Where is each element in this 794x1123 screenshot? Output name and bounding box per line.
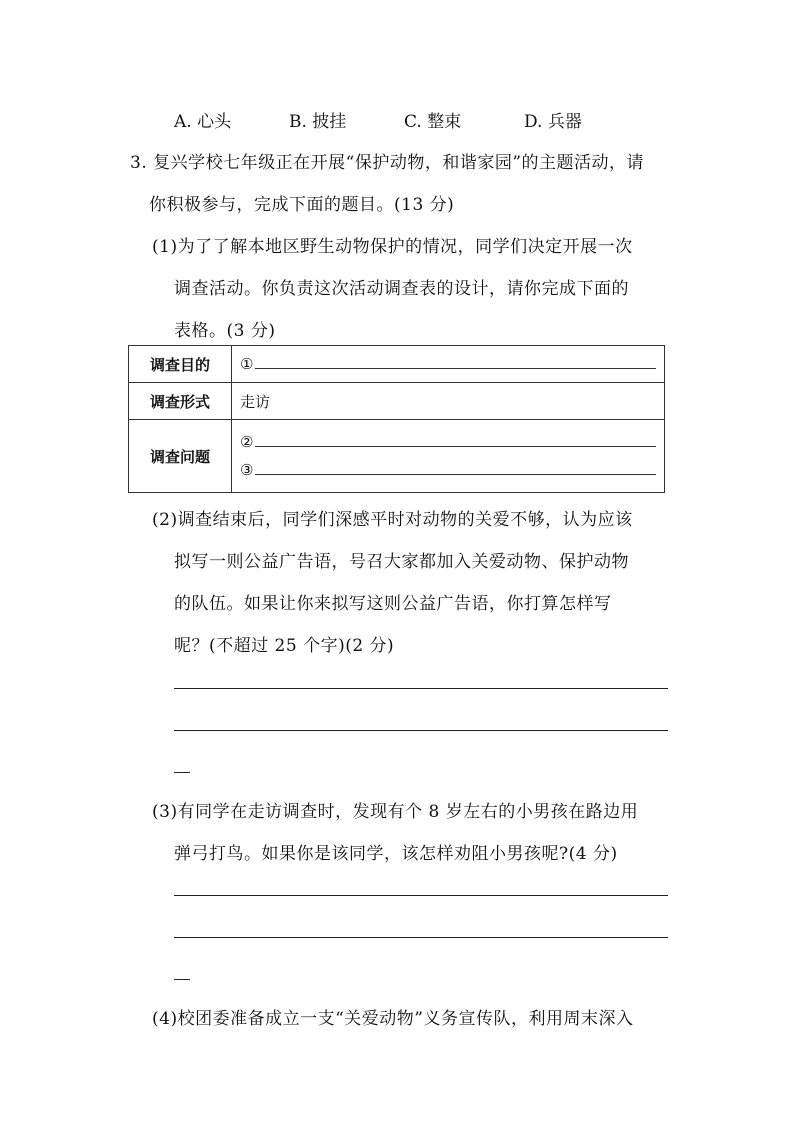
answer-line-end[interactable] (174, 979, 190, 980)
questions-answer-field[interactable] (232, 420, 665, 493)
part3-line-1: (3)有同学在走访调查时，发现有个 8 岁左右的小男孩在路边用 (152, 802, 639, 822)
form-label: 调查形式 (129, 383, 232, 420)
answer-line[interactable] (174, 895, 668, 896)
answer-line[interactable] (174, 730, 668, 731)
part4-line-1: (4)校团委准备成立一支“关爱动物”义务宣传队，利用周末深入 (152, 1009, 634, 1029)
questions-label: 调查问题 (129, 420, 232, 493)
form-value: 走访 (232, 383, 665, 420)
answer-line[interactable] (174, 937, 668, 938)
purpose-answer-field[interactable] (232, 346, 665, 383)
option-b: B. 披挂 (289, 112, 347, 132)
blank-mark-3: ③ (240, 461, 254, 479)
blank-mark-1: ① (240, 355, 254, 373)
part2-line-2: 拟写一则公益广告语，号召大家都加入关爱动物、保护动物 (174, 552, 629, 572)
answer-line-end[interactable] (174, 772, 190, 773)
answer-line[interactable] (174, 688, 668, 689)
part2-line-4: 呢？(不超过 25 个字)(2 分) (174, 636, 395, 656)
part2-line-1: (2)调查结束后，同学们深感平时对动物的关爱不够，认为应该 (152, 510, 633, 530)
part1-line-3: 表格。(3 分) (174, 321, 276, 341)
purpose-label: 调查目的 (129, 346, 232, 383)
option-d: D. 兵器 (524, 112, 582, 132)
q3-line-1: 3. 复兴学校七年级正在开展“保护动物，和谐家园”的主题活动，请 (130, 153, 645, 173)
part2-line-3: 的队伍。如果让你来拟写这则公益广告语，你打算怎样写 (174, 594, 612, 614)
blank-mark-2: ② (240, 433, 254, 451)
part1-line-2: 调查活动。你负责这次活动调查表的设计，请你完成下面的 (174, 279, 629, 299)
option-a: A. 心头 (174, 112, 232, 132)
q3-line-2: 你积极参与，完成下面的题目。(13 分) (149, 195, 455, 215)
part3-line-2: 弹弓打鸟。如果你是该同学，该怎样劝阻小男孩呢?(4 分) (174, 844, 618, 864)
option-c: C. 整束 (404, 112, 462, 132)
survey-table (128, 345, 665, 493)
part1-line-1: (1)为了了解本地区野生动物保护的情况，同学们决定开展一次 (152, 237, 633, 257)
